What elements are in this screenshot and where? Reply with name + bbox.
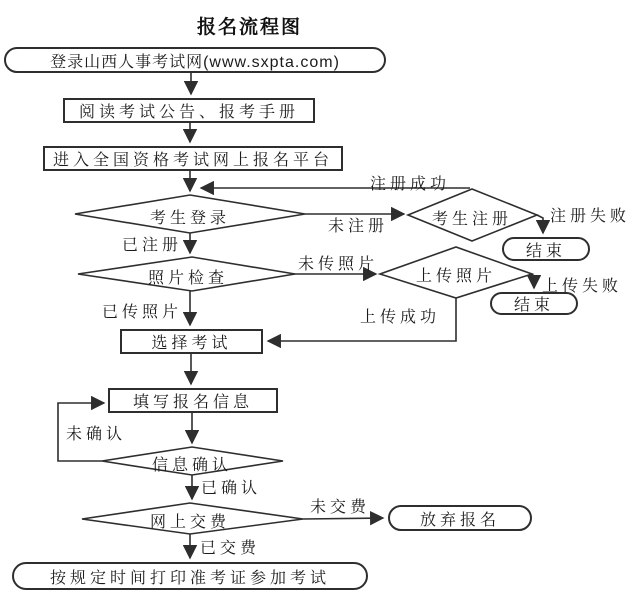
- edge-label-register-success: 注册成功: [370, 176, 451, 193]
- label-upload-photo: 上传照片: [415, 268, 496, 285]
- node-login-site: 登录山西人事考试网(www.sxpta.com): [4, 47, 386, 73]
- label-candidate-login: 考生登录: [149, 210, 230, 227]
- node-fill-info: 填写报名信息: [108, 388, 278, 413]
- edge-label-registered: 已注册: [122, 237, 183, 254]
- page-title: 报名流程图: [197, 17, 303, 38]
- node-print-ticket: 按规定时间打印准考证参加考试: [12, 562, 368, 590]
- edge-pay-to-abandon: [303, 518, 383, 519]
- node-enter-platform: 进入全国资格考试网上报名平台: [43, 146, 343, 171]
- edge-label-photo-uploaded: 已传照片: [102, 304, 183, 321]
- label-confirm-info: 信息确认: [151, 457, 232, 474]
- edge-label-upload-fail: 上传失败: [542, 278, 623, 295]
- edge-label-not-registered: 未注册: [328, 218, 389, 235]
- label-pay-online: 网上交费: [149, 514, 230, 531]
- node-end-register: 结束: [502, 237, 590, 261]
- node-read-notice: 阅读考试公告、报考手册: [63, 98, 315, 123]
- edge-label-not-confirmed: 未确认: [66, 426, 127, 443]
- label-candidate-register: 考生注册: [431, 211, 512, 228]
- node-end-upload: 结束: [490, 292, 578, 315]
- label-photo-check: 照片检查: [147, 270, 228, 287]
- edge-label-photo-not-uploaded: 未传照片: [298, 256, 379, 273]
- edge-label-upload-success: 上传成功: [360, 309, 441, 326]
- node-abandon: 放弃报名: [388, 505, 532, 531]
- edge-label-confirmed: 已确认: [201, 480, 262, 497]
- node-select-exam: 选择考试: [120, 329, 263, 354]
- edge-label-register-fail: 注册失败: [550, 208, 631, 225]
- edge-label-paid: 已交费: [200, 540, 261, 557]
- edge-label-not-paid: 未交费: [310, 499, 371, 516]
